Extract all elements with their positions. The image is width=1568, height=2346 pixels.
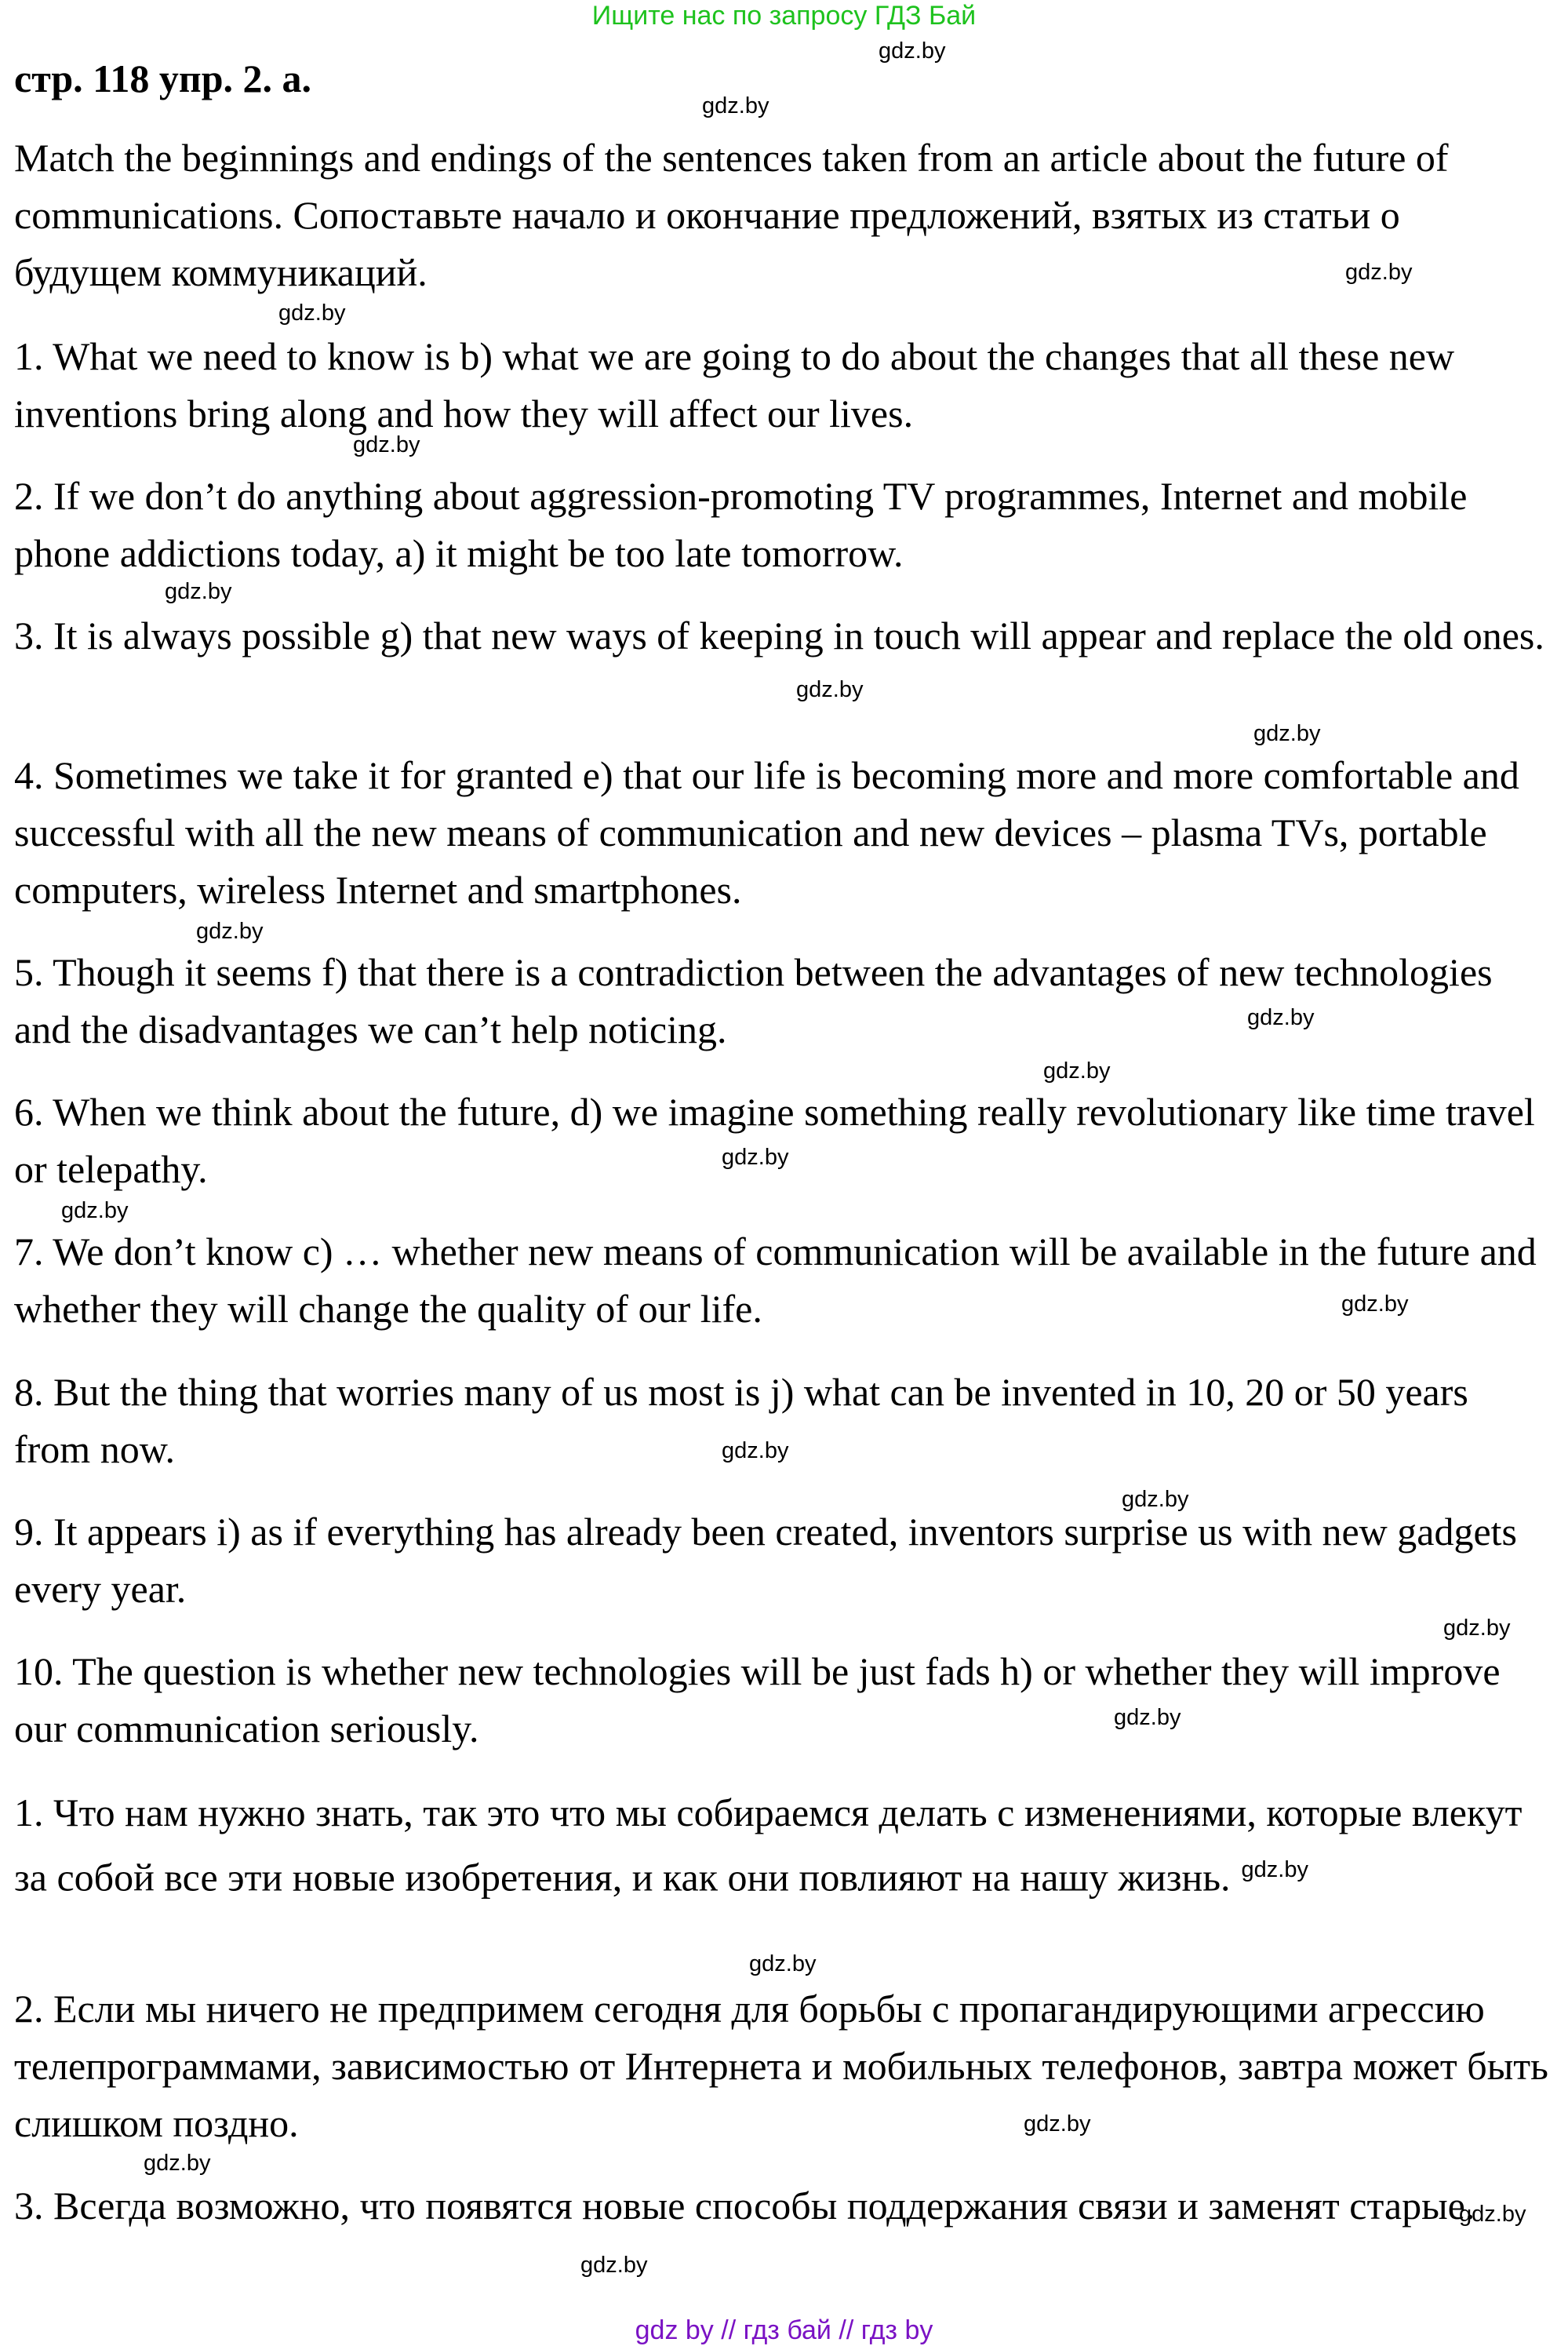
watermark-text: gdz.by bbox=[1253, 721, 1321, 746]
page-title: стр. 118 упр. 2. а. bbox=[14, 56, 312, 100]
watermark-text: gdz.by bbox=[1043, 1058, 1111, 1084]
answer-item-3: 3. It is always possible g) that new ways of keeping in touch will appear and replace the old ones. bbox=[14, 614, 1544, 658]
watermark-text: gdz.by bbox=[1459, 2202, 1526, 2227]
watermark-text: gdz.by bbox=[1114, 1705, 1181, 1730]
answer-item-6: 6. When we think about the future, d) we imagine something really revolutionary like time travel or telepathy. bbox=[14, 1090, 1535, 1191]
watermark-text: gdz.by bbox=[144, 2151, 211, 2176]
watermark-text: gdz.by bbox=[1247, 1005, 1315, 1030]
watermark-text: gdz.by bbox=[722, 1145, 789, 1170]
answer-item-1: 1. What we need to know is b) what we are going to do about the changes that all these new inventions bring along and how they will affect our lives. bbox=[14, 334, 1455, 435]
watermark-text: gdz.by bbox=[702, 93, 769, 118]
watermark-text: gdz.by bbox=[749, 1951, 817, 1976]
watermark-text: gdz.by bbox=[722, 1438, 789, 1463]
answer-item-10: 10. The question is whether new technologies will be just fads h) or whether they will improve our communication seriously. bbox=[14, 1649, 1501, 1750]
watermark-text: gdz.by bbox=[580, 2253, 648, 2278]
watermark-text: gdz.by bbox=[879, 38, 946, 64]
watermark-text: gdz.by bbox=[353, 432, 420, 457]
watermark-text: gdz.by bbox=[1341, 1291, 1409, 1317]
answer-item-2: 2. If we don’t do anything about aggression-promoting TV programmes, Internet and mobile phone addictions today, a) it might be too late tomorrow. bbox=[14, 474, 1468, 575]
answer-item-7: 7. We don’t know c) … whether new means of communication will be available in the future and whether they will change the quality of our life. bbox=[14, 1229, 1537, 1331]
watermark-text: gdz.by bbox=[165, 579, 232, 604]
answer-item-9: 9. It appears i) as if everything has already been created, inventors surprise us with new gadgets every year. bbox=[14, 1510, 1518, 1611]
watermark-text: gdz.by bbox=[1443, 1616, 1511, 1641]
translation-text: 1. Что нам нужно знать, так это что мы собираемся делать с изменениями, которые влекут за собой все эти новые изобретения, и как они повлияют на нашу жизнь. bbox=[14, 1790, 1523, 1900]
translation-item-3: 3. Всегда возможно, что появятся новые способы поддержания связи и заменят старые. bbox=[14, 2184, 1475, 2228]
task-instruction: Match the beginnings and endings of the sentences taken from an article about the future of communications. Сопоставьте начало и окончание предложений, взятых из статьи о будущем коммуникаций. bbox=[14, 136, 1449, 294]
watermark-text: gdz.by bbox=[61, 1198, 129, 1223]
watermark-text: gdz.by bbox=[196, 919, 264, 944]
answer-item-4: 4. Sometimes we take it for granted e) that our life is becoming more and more comfortable and successful with all the new means of communication and new devices – plasma TVs, portable computers, wireless Internet and smartphones. bbox=[14, 753, 1519, 912]
watermark-text: gdz.by bbox=[796, 677, 864, 702]
top-banner-link[interactable]: Ищите нас по запросу ГДЗ Бай bbox=[591, 1, 977, 31]
answer-item-5: 5. Though it seems f) that there is a contradiction between the advantages of new technologies and the disadvantages we can’t help noticing. bbox=[14, 950, 1493, 1051]
watermark-text: gdz.by bbox=[1241, 1857, 1308, 1882]
watermark-text: gdz.by bbox=[1024, 2111, 1091, 2137]
answer-item-8: 8. But the thing that worries many of us most is j) what can be invented in 10, 20 or 50 years from now. bbox=[14, 1370, 1468, 1471]
watermark-text: gdz.by bbox=[278, 301, 346, 326]
translation-item-1 bbox=[14, 1784, 1552, 1906]
watermark-text: gdz.by bbox=[1345, 260, 1413, 285]
watermark-text: gdz.by bbox=[1122, 1487, 1189, 1512]
translation-item-2: 2. Если мы ничего не предпримем сегодня для борьбы с пропагандирующими агрессию телепрограммами, зависимостью от Интернета и мобильных телефонов, завтра может быть слишком поздно. bbox=[14, 1987, 1548, 2145]
footer-links[interactable]: gdz by // гдз бай // гдз by bbox=[635, 2315, 933, 2345]
